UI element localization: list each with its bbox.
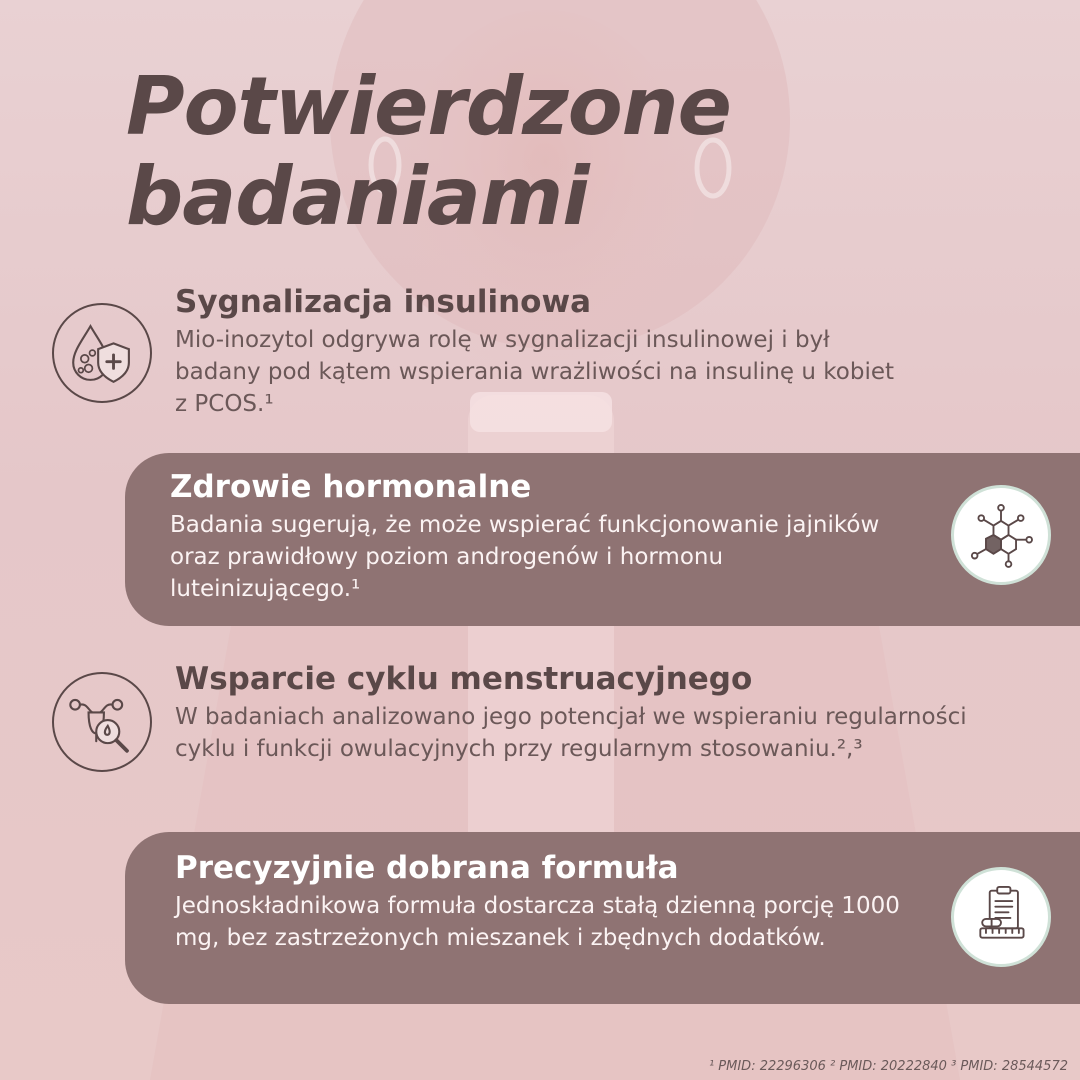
clipboard-capsule-icon: [951, 867, 1051, 967]
footnote-references: ¹ PMID: 22296306 ² PMID: 20222840 ³ PMID: 28544572: [708, 1059, 1068, 1074]
item-title: Sygnalizacja insulinowa: [175, 284, 592, 320]
page-title-line2: badaniami: [126, 150, 589, 243]
item-description: W badaniach analizowano jego potencjał we wspieraniu regularności cyklu i funkcji owulacyjnych przy regularnym stosowaniu.²,³: [175, 704, 967, 762]
item-precise-formula: [175, 850, 905, 954]
item-title: Precyzyjnie dobrana formuła: [175, 850, 679, 886]
item-menstrual-cycle: [175, 661, 975, 765]
item-description: Badania sugerują, że może wspierać funkcjonowanie jajników oraz prawidłowy poziom androgenów i hormonu luteinizującego.¹: [170, 512, 880, 602]
item-title: Zdrowie hormonalne: [170, 469, 532, 505]
item-hormonal-health: [170, 469, 900, 605]
blood-drop-shield-icon: [52, 303, 152, 403]
card-precise-formula: [125, 832, 1080, 1004]
uterus-magnifier-icon: [52, 672, 152, 772]
card-hormonal-health: [125, 453, 1080, 626]
item-description: Mio-inozytol odgrywa rolę w sygnalizacji insulinowej i był badany pod kątem wspierania wrażliwości na insulinę u kobiet z PCOS.¹: [175, 327, 894, 417]
item-insulin-signaling: [175, 284, 895, 420]
page-title-line1: Potwierdzone: [126, 60, 731, 153]
item-description: Jednoskładnikowa formuła dostarcza stałą dzienną porcję 1000 mg, bez zastrzeżonych mieszanek i zbędnych dodatków.: [175, 893, 900, 951]
item-title: Wsparcie cyklu menstruacyjnego: [175, 661, 753, 697]
page-title: [126, 62, 731, 242]
molecule-icon: [951, 485, 1051, 585]
